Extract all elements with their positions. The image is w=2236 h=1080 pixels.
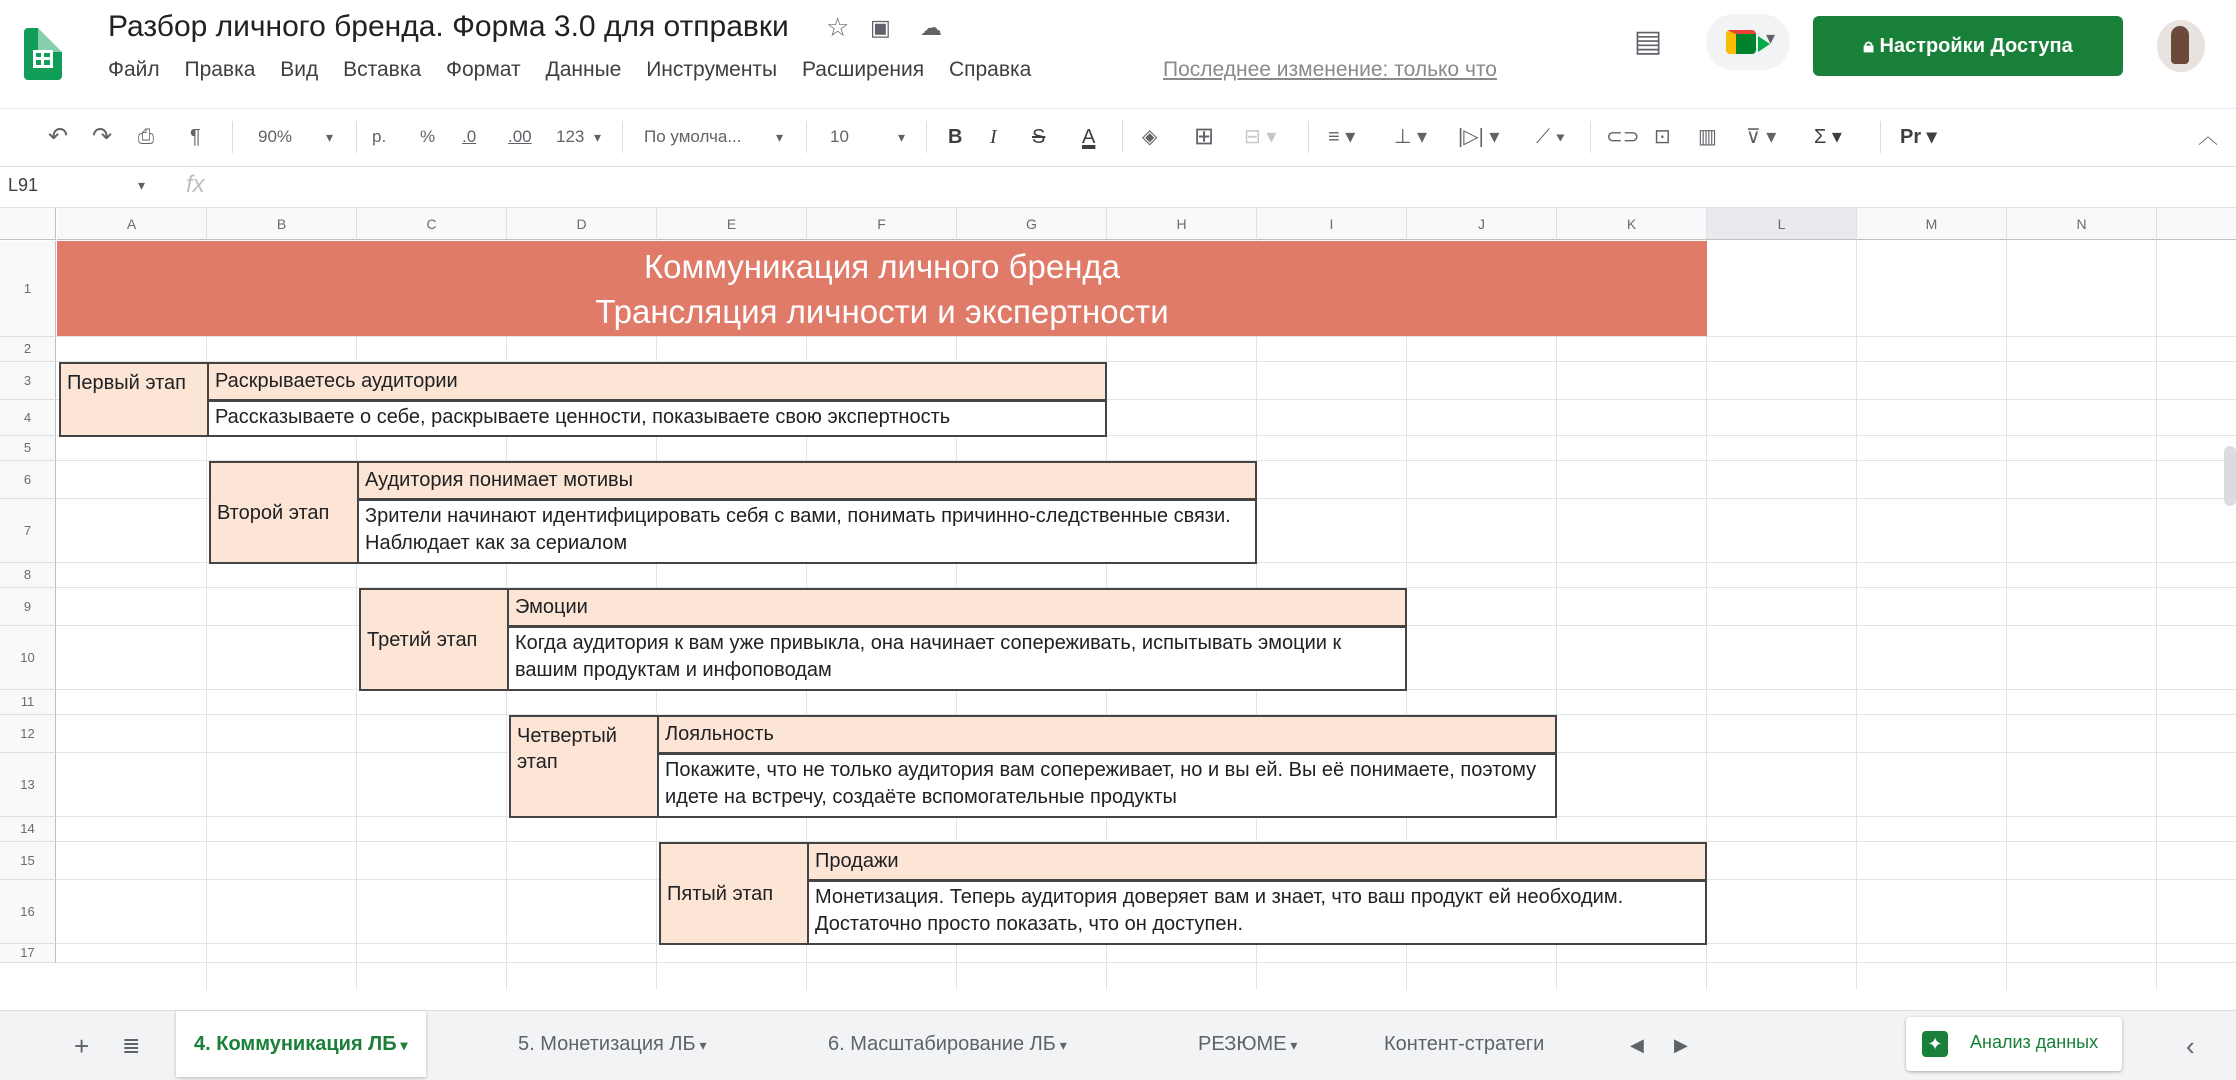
row-header-14[interactable]: 14	[0, 817, 56, 842]
gridline-vertical	[2156, 240, 2157, 990]
insert-comment-icon[interactable]: ⊡	[1654, 126, 1671, 148]
scroll-tabs-left-icon[interactable]: ◀	[1630, 1035, 1644, 1055]
chevron-down-icon: ▾	[1766, 28, 1776, 48]
insert-link-icon[interactable]: ⊂⊃	[1606, 126, 1640, 148]
cloud-icon[interactable]: ☁	[920, 15, 942, 40]
name-box[interactable]: L91	[8, 175, 39, 195]
formula-bar	[0, 166, 2236, 208]
row-header-7[interactable]: 7	[0, 499, 56, 563]
select-all-corner[interactable]	[0, 208, 56, 240]
comments-icon[interactable]: ▤	[1633, 25, 1663, 58]
chevron-down-icon[interactable]: ▾	[1055, 1037, 1067, 1053]
row-header-11[interactable]: 11	[0, 690, 56, 715]
toolbar-divider	[356, 121, 357, 153]
gridline-vertical	[206, 240, 207, 990]
horizontal-align-icon[interactable]: ≡ ▾	[1328, 126, 1356, 148]
menu-edit[interactable]: Правка	[184, 58, 256, 81]
text-wrap-icon[interactable]: |▷| ▾	[1458, 126, 1500, 148]
stage-1-label[interactable]: Первый этап	[59, 362, 209, 437]
menu-help[interactable]: Справка	[948, 58, 1032, 81]
row-header-5[interactable]: 5	[0, 436, 56, 461]
strikethrough-button[interactable]: S	[1032, 126, 1046, 148]
font-size-select[interactable]: 10	[830, 127, 849, 146]
share-button[interactable]	[1813, 16, 2123, 76]
borders-icon[interactable]: ⊞	[1194, 123, 1215, 150]
sheet-tab-label: 5. Монетизация ЛБ	[518, 1033, 696, 1055]
row-header-8[interactable]: 8	[0, 563, 56, 588]
chevron-down-icon: ▾	[594, 129, 602, 145]
column-header-m[interactable]: M	[1857, 208, 2007, 240]
column-header-b[interactable]: B	[207, 208, 357, 240]
menu-extensions[interactable]: Расширения	[801, 58, 925, 81]
zoom-select[interactable]: 90%	[258, 127, 293, 146]
column-header-e[interactable]: E	[657, 208, 807, 240]
toolbar-divider	[806, 121, 807, 153]
chevron-down-icon[interactable]: ▾	[1286, 1037, 1298, 1053]
undo-icon[interactable]: ↶	[48, 123, 69, 150]
menu-view[interactable]: Вид	[280, 58, 319, 81]
text-rotation-icon[interactable]: ⟋ ▾	[1536, 126, 1566, 148]
row-header-3[interactable]: 3	[0, 362, 56, 400]
row-header-1[interactable]: 1	[0, 241, 56, 337]
share-label: Настройки Доступа	[1879, 35, 2073, 57]
toolbar-divider	[1590, 121, 1591, 153]
avatar[interactable]	[2157, 20, 2205, 72]
stage-1-description[interactable]: Рассказываете о себе, раскрываете ценности, показываете свою экспертность	[207, 400, 1107, 437]
last-edit-link[interactable]: Последнее изменение: только что	[1163, 58, 1497, 81]
merge-cells-icon[interactable]: ⊟ ▾	[1244, 126, 1277, 148]
increase-decimal-button[interactable]: .00	[508, 127, 532, 146]
row-header-17[interactable]: 17	[0, 944, 56, 963]
banner-line-2: Трансляция личности и экспертности	[595, 293, 1169, 330]
decrease-decimal-button[interactable]: .0	[462, 127, 477, 146]
sheet-tab-3[interactable]	[810, 1011, 1085, 1077]
sum-icon: Σ	[1814, 126, 1827, 148]
gridline-horizontal	[56, 962, 2236, 963]
paint-format-icon[interactable]: ¶	[190, 126, 201, 148]
currency-format-button[interactable]: р.	[372, 127, 387, 146]
toolbar-divider	[622, 121, 623, 153]
print-icon[interactable]: ⎙	[138, 126, 154, 148]
font-family-select[interactable]: По умолча...	[644, 127, 742, 146]
sheet-tabs-bar	[0, 1010, 2236, 1080]
sheet-tab-4[interactable]	[1180, 1011, 1315, 1077]
stage-2-title[interactable]: Аудитория понимает мотивы	[357, 461, 1257, 500]
input-tools-icon: Pr	[1900, 126, 1922, 148]
row-header-10[interactable]: 10	[0, 626, 56, 690]
toolbar	[0, 108, 2236, 166]
row-header-4[interactable]: 4	[0, 400, 56, 436]
filter-icon[interactable]: ⊽ ▾	[1746, 126, 1777, 148]
sheet-tab-2[interactable]	[500, 1011, 725, 1077]
column-header-d[interactable]: D	[507, 208, 657, 240]
stage-3-label[interactable]: Третий этап	[359, 588, 509, 691]
banner-cell[interactable]	[57, 241, 1707, 336]
column-header-l[interactable]: L	[1707, 208, 1857, 240]
stage-4-title[interactable]: Лояльность	[657, 715, 1557, 754]
column-header-c[interactable]: C	[357, 208, 507, 240]
stage-5-label[interactable]: Пятый этап	[659, 842, 809, 945]
chevron-down-icon: ▾	[776, 129, 784, 145]
column-header-a[interactable]: A	[57, 208, 207, 240]
chevron-down-icon[interactable]: ▾	[326, 129, 334, 145]
stage-3-description[interactable]: Когда аудитория к вам уже привыкла, она начинает сопереживать, испытывать эмоции к вашим продуктам и инфоповодам	[507, 626, 1407, 691]
meet-button[interactable]	[1706, 14, 1790, 70]
gridline-vertical	[1856, 240, 1857, 990]
row-header-15[interactable]: 15	[0, 842, 56, 880]
explore-label: Анализ данных	[1970, 1032, 2099, 1052]
row-header-2[interactable]: 2	[0, 337, 56, 362]
explore-button[interactable]	[1906, 1017, 2122, 1071]
column-header-i[interactable]: I	[1257, 208, 1407, 240]
column-header-extra	[2157, 208, 2236, 240]
menu-data[interactable]: Данные	[545, 58, 622, 81]
stage-2-label[interactable]: Второй этап	[209, 461, 359, 564]
menu-insert[interactable]: Вставка	[343, 58, 422, 81]
italic-button[interactable]: I	[990, 126, 997, 148]
vertical-align-icon[interactable]: ⊥ ▾	[1394, 126, 1428, 148]
star-icon[interactable]: ☆	[826, 12, 850, 42]
collapse-toolbar-icon[interactable]: ︿	[2198, 126, 2218, 148]
explore-icon: ✦	[1922, 1031, 1948, 1057]
meet-icon	[1726, 30, 1756, 54]
all-sheets-icon[interactable]: ≣	[122, 1033, 141, 1058]
sheet-tab-label: 4. Коммуникация ЛБ	[194, 1033, 397, 1055]
insert-chart-icon[interactable]: ▥	[1698, 126, 1717, 148]
stage-4-label[interactable]: Четвертый этап	[509, 715, 659, 818]
text-color-button[interactable]: A	[1082, 126, 1096, 148]
column-header-k[interactable]: K	[1557, 208, 1707, 240]
menu-bar	[108, 58, 1050, 82]
sheet-tab-1[interactable]	[176, 1011, 426, 1077]
banner-line-1: Коммуникация личного бренда	[643, 248, 1121, 285]
bold-button[interactable]: B	[948, 126, 963, 148]
toolbar-divider	[1122, 121, 1123, 153]
more-formats-button[interactable]: 123	[556, 127, 585, 146]
stage-4-description[interactable]: Покажите, что не только аудитория вам сопереживает, но и вы ей. Вы её понимаете, поэтому идете на встречу, создаёте вспомогательные продукты	[657, 753, 1557, 818]
document-title[interactable]: Разбор личного бренда. Форма 3.0 для отправки	[108, 10, 789, 43]
row-header-6[interactable]: 6	[0, 461, 56, 499]
column-header-j[interactable]: J	[1407, 208, 1557, 240]
stage-2-description[interactable]: Зрители начинают идентифицировать себя с вами, понимать причинно-следственные связи. Наблюдает как за сериалом	[357, 499, 1257, 564]
stage-3-title[interactable]: Эмоции	[507, 588, 1407, 627]
stage-5-description[interactable]: Монетизация. Теперь аудитория доверяет вам и знает, что ваш продукт ей необходим. Достаточно просто показать, что он доступен.	[807, 880, 1707, 945]
add-sheet-icon[interactable]: +	[74, 1031, 90, 1061]
toolbar-divider	[232, 121, 233, 153]
fx-icon: fx	[186, 171, 205, 198]
sheets-logo-icon[interactable]	[24, 28, 62, 80]
column-header-g[interactable]: G	[957, 208, 1107, 240]
chevron-down-icon[interactable]: ▾	[396, 1037, 408, 1053]
toolbar-divider	[1308, 121, 1309, 153]
row-header-13[interactable]: 13	[0, 753, 56, 817]
column-header-n[interactable]: N	[2007, 208, 2157, 240]
fill-color-icon[interactable]: ◈	[1142, 126, 1158, 148]
toolbar-divider	[926, 121, 927, 153]
scroll-tabs-right-icon[interactable]: ▶	[1674, 1035, 1688, 1055]
menu-tools[interactable]: Инструменты	[646, 58, 778, 81]
row-header-9[interactable]: 9	[0, 588, 56, 626]
redo-icon[interactable]: ↷	[92, 123, 113, 150]
stage-1-title[interactable]: Раскрываетесь аудитории	[207, 362, 1107, 401]
menu-format[interactable]: Формат	[446, 58, 521, 81]
stage-5-title[interactable]: Продажи	[807, 842, 1707, 881]
column-header-h[interactable]: H	[1107, 208, 1257, 240]
sheet-tab-5[interactable]	[1366, 1011, 1562, 1077]
chevron-down-icon[interactable]: ▾	[138, 177, 146, 193]
menu-file[interactable]: Файл	[108, 58, 160, 81]
gridline-vertical	[356, 240, 357, 990]
sheet-tab-label: РЕЗЮМЕ	[1198, 1033, 1287, 1055]
row-header-12[interactable]: 12	[0, 715, 56, 753]
toolbar-divider	[1880, 121, 1881, 153]
chevron-down-icon: ▾	[898, 129, 906, 145]
sheet-tab-label: 6. Масштабирование ЛБ	[828, 1033, 1056, 1055]
functions-button[interactable]: Σ ▾	[1814, 126, 1842, 148]
gridline-horizontal	[56, 336, 2236, 337]
chevron-left-icon[interactable]: ‹	[2186, 1031, 2195, 1061]
input-tools-button[interactable]: Pr ▾	[1900, 126, 1937, 148]
column-header-f[interactable]: F	[807, 208, 957, 240]
percent-format-button[interactable]: %	[420, 127, 436, 146]
spreadsheet-grid[interactable]	[0, 208, 2236, 990]
folder-icon[interactable]: ▣	[870, 15, 891, 40]
lock-icon: 🔒︎	[1863, 35, 1880, 57]
chevron-down-icon[interactable]: ▾	[695, 1037, 707, 1053]
gridline-vertical	[2006, 240, 2007, 990]
sheet-tab-label: Контент-стратеги	[1384, 1033, 1545, 1055]
row-header-16[interactable]: 16	[0, 880, 56, 944]
app-header	[0, 0, 2236, 108]
vertical-scrollbar[interactable]	[2224, 446, 2236, 506]
